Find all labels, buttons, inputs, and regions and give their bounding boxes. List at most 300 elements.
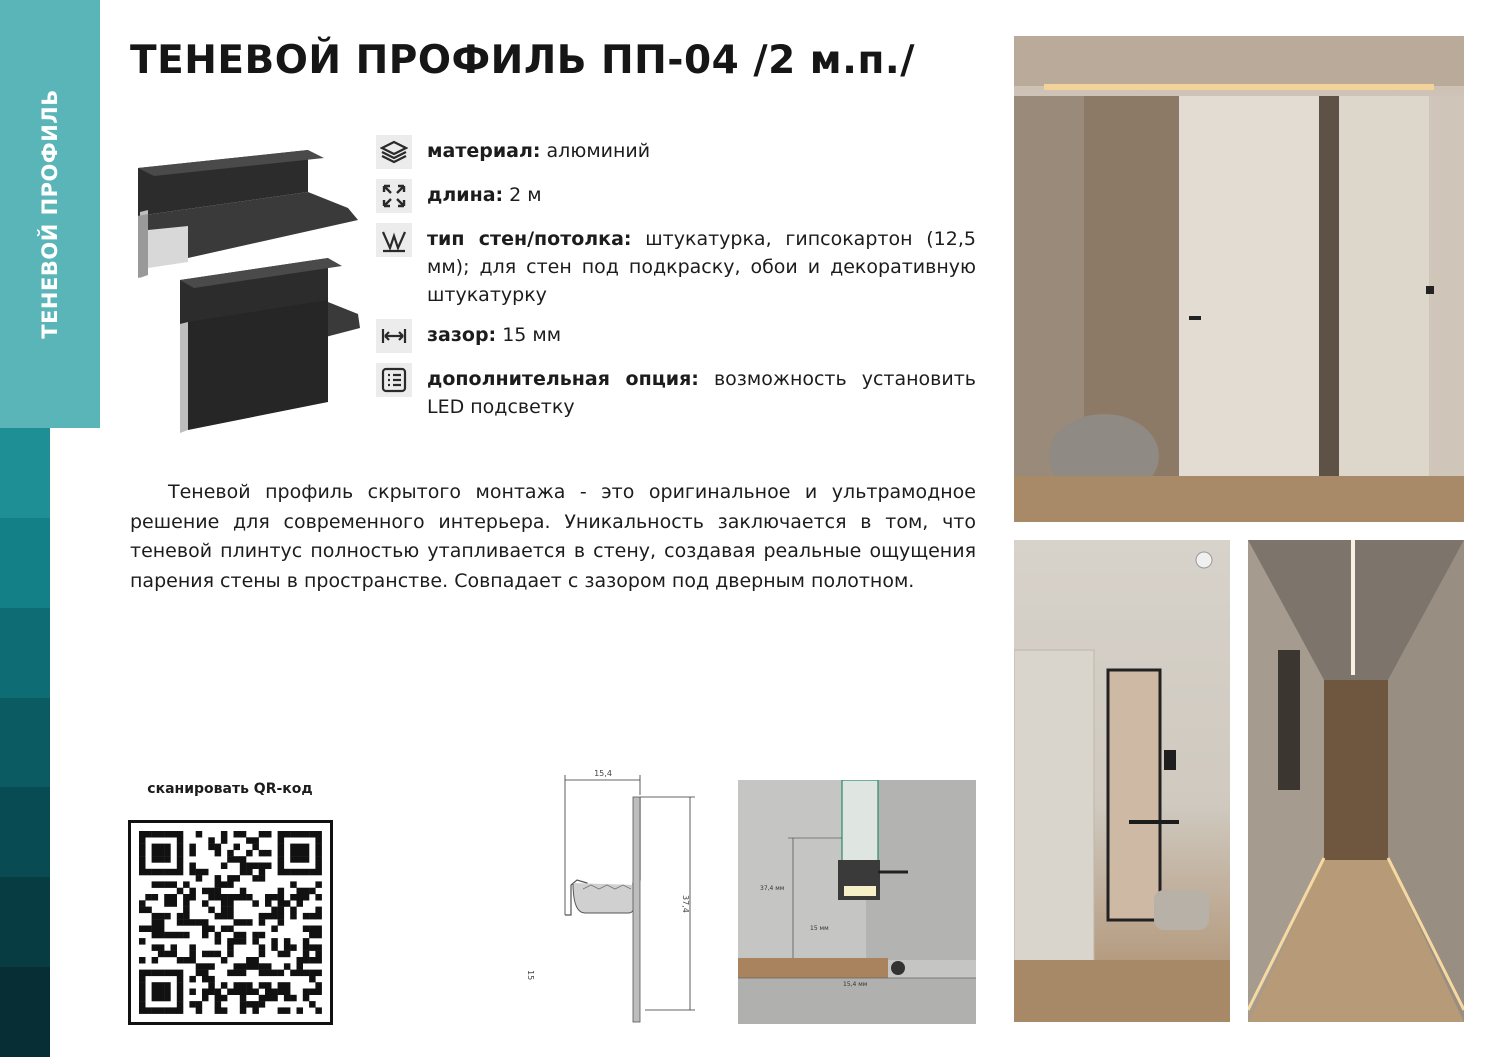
qr-module [164,844,171,851]
qr-module [284,938,291,945]
qr-module [271,907,278,914]
side-tab [0,0,100,428]
qr-module [164,995,171,1002]
qr-module [177,1001,184,1008]
qr-module [278,970,285,977]
qr-module [177,844,184,851]
qr-module [171,881,178,888]
qr-module [246,863,253,870]
qr-module [177,913,184,920]
qr-module [290,944,297,951]
qr-module [303,938,310,945]
qr-module [171,932,178,939]
qr-module [139,926,146,933]
spec-label: зазор: [427,324,497,346]
qr-module [183,881,190,888]
qr-module [189,869,196,876]
qr-module [202,976,209,983]
qr-module [227,881,234,888]
qr-module [278,844,285,851]
qr-module [139,850,146,857]
qr-module [259,913,266,920]
qr-module [158,831,165,838]
qr-module [259,932,266,939]
qr-code[interactable] [128,820,333,1025]
product-description: Теневой профиль скрытого монтажа - это оригинальное и ультрамодное решение для современного интерьера. Уникальность заключается в том, что теневой плинтус полностью утапливается в стену, создавая реальные ощущения парения стены в пространстве. Совпадает с зазором под дверным полотном. [130,481,976,592]
qr-module [227,850,234,857]
qr-module [152,982,159,989]
qr-module [177,869,184,876]
spec-value: алюминий [540,140,651,162]
qr-module [171,970,178,977]
qr-module [183,907,190,914]
qr-module [158,951,165,958]
qr-module [177,995,184,1002]
qr-module [278,913,285,920]
qr-module [246,957,253,964]
qr-module [177,1007,184,1014]
qr-module [227,951,234,958]
profile-technical-drawing [525,765,705,1025]
qr-module [208,951,215,958]
qr-module [189,976,196,983]
qr-module [171,869,178,876]
qr-module [158,1007,165,1014]
qr-module [259,963,266,970]
qr-module [202,888,209,895]
qr-module [158,881,165,888]
qr-module [240,888,247,895]
qr-module [297,856,304,863]
qr-module [164,900,171,907]
qr-module [177,837,184,844]
qr-module [145,970,152,977]
qr-module [240,989,247,996]
qr-module [309,888,316,895]
qr-module [278,863,285,870]
qr-module [290,869,297,876]
layers-icon [376,135,412,169]
qr-module [278,951,285,958]
qr-module [221,831,228,838]
dim-gap: 15 [526,970,535,981]
spec-label: длина: [427,184,504,206]
qr-module [315,844,322,851]
qr-module [303,913,310,920]
qr-module [221,900,228,907]
side-stripe [0,518,50,608]
qr-module [177,957,184,964]
qr-module [164,982,171,989]
qr-module [297,970,304,977]
qr-module [284,982,291,989]
qr-module [227,926,234,933]
qr-module [158,944,165,951]
qr-module [221,894,228,901]
qr-module [234,970,241,977]
qr-module [252,863,259,870]
qr-module [196,869,203,876]
qr-module [284,963,291,970]
qr-module [315,1007,322,1014]
qr-module [183,894,190,901]
qr-module [152,926,159,933]
qr-module [139,856,146,863]
qr-module [315,926,322,933]
qr-module [290,844,297,851]
qr-module [297,844,304,851]
qr-module [215,951,222,958]
qr-module [158,932,165,939]
qr-module [139,863,146,870]
page-title: ТЕНЕВОЙ ПРОФИЛЬ ПП-04 /2 м.п./ [130,38,915,83]
qr-module [271,926,278,933]
qr-module [246,989,253,996]
qr-module [252,900,259,907]
qr-module [152,944,159,951]
qr-module [202,919,209,926]
qr-module [240,938,247,945]
section-dim-width: 15,4 мм [843,981,868,988]
qr-module [271,944,278,951]
qr-module [145,926,152,933]
qr-module [177,976,184,983]
qr-module [315,957,322,964]
qr-module [309,976,316,983]
qr-module [158,844,165,851]
qr-module [152,932,159,939]
qr-module [152,894,159,901]
qr-module [177,989,184,996]
qr-module [284,831,291,838]
qr-module [271,894,278,901]
qr-module [265,963,272,970]
qr-module [240,1007,247,1014]
qr-module [196,831,203,838]
qr-module [196,919,203,926]
qr-module [234,989,241,996]
qr-module [189,989,196,996]
qr-module [290,894,297,901]
qr-module [234,938,241,945]
qr-module [259,1001,266,1008]
qr-module [271,989,278,996]
qr-module [252,844,259,851]
qr-module [271,970,278,977]
qr-module [177,932,184,939]
qr-module [139,989,146,996]
qr-module [208,907,215,914]
qr-module [278,869,285,876]
qr-module [164,831,171,838]
qr-module [145,1007,152,1014]
qr-module [234,982,241,989]
installation-section-drawing [738,780,976,1024]
qr-module [290,856,297,863]
qr-module [309,913,316,920]
qr-module [265,989,272,996]
side-stripe [0,698,50,788]
qr-module [158,869,165,876]
qr-module [202,995,209,1002]
qr-module [278,831,285,838]
qr-module [284,951,291,958]
qr-module [221,957,228,964]
qr-module [152,1007,159,1014]
qr-module [177,850,184,857]
qr-module [208,844,215,851]
qr-module [240,970,247,977]
qr-module [265,894,272,901]
qr-module [139,982,146,989]
qr-module [152,913,159,920]
qr-module [297,888,304,895]
qr-module [303,989,310,996]
qr-module [252,932,259,939]
qr-module [303,970,310,977]
qr-module [278,856,285,863]
spec-gap [376,319,976,353]
qr-module [240,982,247,989]
spec-value: 15 мм [496,324,562,346]
qr-module [315,869,322,876]
qr-module [284,869,291,876]
qr-module [303,957,310,964]
qr-module [215,932,222,939]
qr-module [158,919,165,926]
qr-module [309,869,316,876]
qr-module [278,982,285,989]
qr-module [202,900,209,907]
qr-module [315,831,322,838]
qr-module [240,919,247,926]
qr-module [284,989,291,996]
qr-module [183,932,190,939]
qr-module [246,869,253,876]
spec-option [376,363,976,421]
qr-module [139,995,146,1002]
qr-module [297,831,304,838]
interior-photo-mirror [1014,540,1230,1022]
side-stripe [0,428,50,518]
qr-module [177,982,184,989]
qr-module [284,900,291,907]
qr-module [202,951,209,958]
qr-module [278,894,285,901]
spec-value: 2 м [503,184,542,206]
profile-product-image [128,150,363,435]
list-icon [376,363,412,397]
qr-module [208,926,215,933]
qr-module [183,913,190,920]
qr-module [259,951,266,958]
qr-module [303,856,310,863]
side-stripe [0,608,50,698]
spec-label: тип стен/потолка: [427,228,632,250]
qr-module [177,970,184,977]
qr-module [315,970,322,977]
qr-module [303,995,310,1002]
qr-module [297,900,304,907]
qr-module [259,970,266,977]
qr-module [189,1001,196,1008]
qr-module [227,970,234,977]
qr-module [234,894,241,901]
qr-module [171,831,178,838]
qr-module [183,919,190,926]
qr-module [290,995,297,1002]
qr-module [290,907,297,914]
qr-module [303,951,310,958]
qr-module [284,1007,291,1014]
qr-module [164,881,171,888]
qr-module [240,894,247,901]
qr-module [278,989,285,996]
qr-module [177,863,184,870]
qr-module [227,856,234,863]
qr-module [234,932,241,939]
qr-module [246,982,253,989]
qr-module [208,989,215,996]
qr-module [215,989,222,996]
qr-module [152,989,159,996]
qr-module [240,963,247,970]
qr-module [227,989,234,996]
qr-module [139,957,146,964]
qr-module [290,881,297,888]
spec-value: возможность установить LED подсветку [427,368,976,418]
qr-module [234,875,241,882]
qr-module [252,1007,259,1014]
qr-module [278,907,285,914]
qr-module [309,831,316,838]
side-stripe [0,787,50,877]
qr-module [139,831,146,838]
qr-module [158,989,165,996]
qr-module [215,1001,222,1008]
section-dim-height: 37,4 мм [760,885,785,892]
qr-module [234,919,241,926]
qr-module [208,976,215,983]
qr-module [158,982,165,989]
qr-module [152,850,159,857]
qr-module [164,913,171,920]
interior-photo-hallway [1014,36,1464,522]
qr-module [315,951,322,958]
qr-module [303,850,310,857]
qr-module [259,875,266,882]
qr-module [152,919,159,926]
qr-module [265,995,272,1002]
qr-module [196,875,203,882]
qr-module [164,856,171,863]
qr-module [202,970,209,977]
qr-module [271,938,278,945]
qr-module [290,831,297,838]
qr-module [315,932,322,939]
dim-width: 15,4 [594,769,612,778]
qr-module [290,913,297,920]
qr-module [152,970,159,977]
qr-module [259,831,266,838]
qr-module [208,963,215,970]
qr-module [297,850,304,857]
qr-module [278,1007,285,1014]
qr-module [158,995,165,1002]
qr-module [234,963,241,970]
qr-module [189,850,196,857]
qr-module [303,869,310,876]
qr-module [297,957,304,964]
qr-module [265,913,272,920]
qr-module [271,913,278,920]
qr-module [309,989,316,996]
qr-module [139,844,146,851]
qr-module [196,970,203,977]
section-dim-gap: 15 мм [810,925,829,932]
qr-module [139,869,146,876]
qr-module [158,850,165,857]
qr-module [265,970,272,977]
qr-module [164,894,171,901]
qr-module [265,863,272,870]
qr-module [252,938,259,945]
qr-module [158,913,165,920]
qr-module [246,850,253,857]
interior-photo-corridor [1248,540,1464,1022]
qr-module [227,944,234,951]
qr-module [164,951,171,958]
qr-module [189,888,196,895]
qr-module [227,875,234,882]
qr-module [240,863,247,870]
qr-module [259,982,266,989]
qr-module [164,1007,171,1014]
qr-module [278,837,285,844]
qr-module [284,944,291,951]
qr-module [158,970,165,977]
qr-module [297,1007,304,1014]
qr-module [139,837,146,844]
qr-module [189,919,196,926]
qr-module [284,995,291,1002]
qr-module [278,900,285,907]
qr-module [309,926,316,933]
qr-module [164,932,171,939]
qr-module [315,850,322,857]
qr-module [309,957,316,964]
qr-module [246,919,253,926]
side-label: ТЕНЕВОЙ ПРОФИЛЬ [38,89,62,339]
qr-module [240,831,247,838]
qr-module [221,863,228,870]
qr-module [189,844,196,851]
qr-module [152,995,159,1002]
qr-module [164,850,171,857]
qr-module [196,1007,203,1014]
qr-module [215,888,222,895]
qr-module [158,926,165,933]
qr-module [221,1007,228,1014]
qr-module [315,913,322,920]
qr-module [265,900,272,907]
qr-module [271,995,278,1002]
qr-module [227,913,234,920]
qr-module [215,938,222,945]
qr-module [278,850,285,857]
qr-module [202,869,209,876]
qr-module [152,957,159,964]
